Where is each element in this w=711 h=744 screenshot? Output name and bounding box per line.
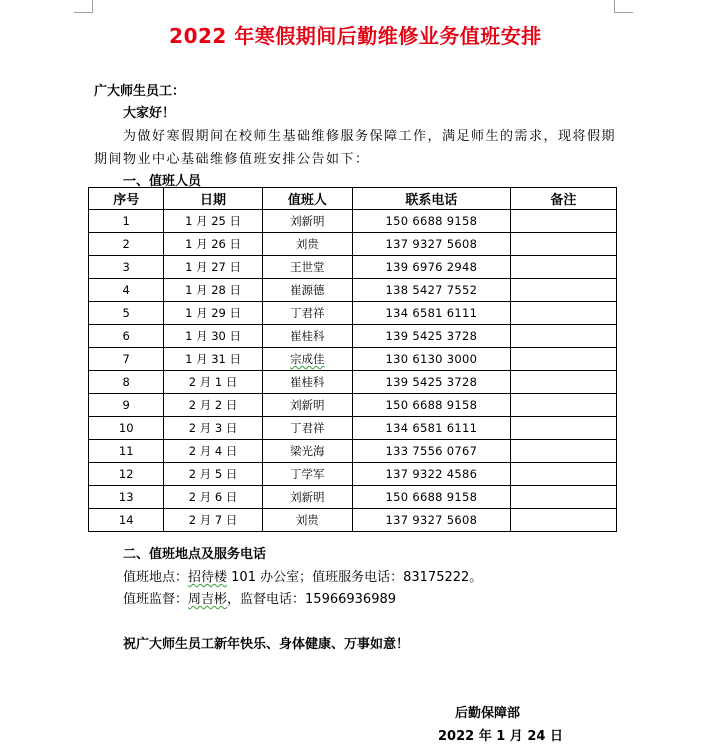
cell-index: 3 xyxy=(89,256,164,279)
cell-index: 6 xyxy=(89,325,164,348)
cell-date: 1 月 29 日 xyxy=(164,302,262,325)
intro-line-1: 为做好寒假期间在校师生基础维修服务保障工作，满足师生的需求，现将假期 xyxy=(123,129,617,144)
cell-phone: 138 5427 7552 xyxy=(352,279,510,302)
location-rest: 101 办公室；值班服务电话：83175222。 xyxy=(227,570,483,585)
table-row xyxy=(89,279,617,302)
cell-date: 1 月 27 日 xyxy=(164,256,262,279)
cell-index: 9 xyxy=(89,394,164,417)
cell-phone: 150 6688 9158 xyxy=(352,394,510,417)
cell-notes xyxy=(510,371,616,394)
cell-phone: 139 5425 3728 xyxy=(352,371,510,394)
cell-notes xyxy=(510,509,616,532)
cell-index: 14 xyxy=(89,509,164,532)
cell-index: 8 xyxy=(89,371,164,394)
supervisor-rest: ，监督电话：15966936989 xyxy=(227,592,397,607)
cell-phone: 139 5425 3728 xyxy=(352,325,510,348)
cell-date: 1 月 28 日 xyxy=(164,279,262,302)
document-title: 2022 年寒假期间后勤维修业务值班安排 xyxy=(169,24,542,48)
cell-date: 2 月 4 日 xyxy=(164,440,262,463)
table-body xyxy=(89,210,617,532)
table-row xyxy=(89,233,617,256)
table-row xyxy=(89,210,617,233)
cell-index: 11 xyxy=(89,440,164,463)
cell-notes xyxy=(510,348,616,371)
header-index: 序号 xyxy=(89,188,164,210)
table-row xyxy=(89,417,617,440)
cell-person: 崔桂科 xyxy=(262,325,352,348)
supervisor-name: 周吉彬 xyxy=(188,592,228,607)
cell-notes xyxy=(510,394,616,417)
cell-person: 刘贵 xyxy=(262,233,352,256)
cell-person: 刘新明 xyxy=(262,210,352,233)
cell-notes xyxy=(510,279,616,302)
cell-notes xyxy=(510,417,616,440)
cell-index: 5 xyxy=(89,302,164,325)
cell-phone: 139 6976 2948 xyxy=(352,256,510,279)
header-date: 日期 xyxy=(164,188,262,210)
cell-notes xyxy=(510,233,616,256)
cell-notes xyxy=(510,325,616,348)
cell-phone: 150 6688 9158 xyxy=(352,486,510,509)
header-notes: 备注 xyxy=(510,188,616,210)
location-prefix: 值班地点： xyxy=(123,570,189,585)
cell-notes xyxy=(510,440,616,463)
cell-date: 2 月 5 日 xyxy=(164,463,262,486)
intro-line-2: 期间物业中心基础维修值班安排公告如下： xyxy=(94,152,370,167)
cell-index: 7 xyxy=(89,348,164,371)
cell-notes xyxy=(510,256,616,279)
cell-person: 刘新明 xyxy=(262,394,352,417)
cell-phone: 130 6130 3000 xyxy=(352,348,510,371)
crop-mark-top-right xyxy=(614,0,633,13)
cell-date: 2 月 3 日 xyxy=(164,417,262,440)
section-2-heading: 二、值班地点及服务电话 xyxy=(123,547,267,562)
header-person: 值班人 xyxy=(262,188,352,210)
cell-phone: 134 6581 6111 xyxy=(352,417,510,440)
cell-phone: 150 6688 9158 xyxy=(352,210,510,233)
cell-phone: 137 9327 5608 xyxy=(352,509,510,532)
supervisor-prefix: 值班监督： xyxy=(123,592,189,607)
cell-person: 梁光海 xyxy=(262,440,352,463)
cell-index: 2 xyxy=(89,233,164,256)
cell-phone: 137 9327 5608 xyxy=(352,233,510,256)
table-row xyxy=(89,486,617,509)
cell-person: 丁君祥 xyxy=(262,302,352,325)
cell-date: 2 月 7 日 xyxy=(164,509,262,532)
table-row xyxy=(89,256,617,279)
cell-date: 1 月 31 日 xyxy=(164,348,262,371)
table-row xyxy=(89,325,617,348)
cell-person: 宗成佳 xyxy=(262,348,352,371)
table-row xyxy=(89,463,617,486)
duty-table xyxy=(88,187,617,532)
cell-date: 2 月 2 日 xyxy=(164,394,262,417)
header-phone: 联系电话 xyxy=(352,188,510,210)
salutation: 大家好！ xyxy=(123,106,176,121)
cell-index: 4 xyxy=(89,279,164,302)
cell-notes xyxy=(510,486,616,509)
cell-person: 刘新明 xyxy=(262,486,352,509)
supervisor-line xyxy=(123,588,396,607)
greeting: 广大师生员工： xyxy=(94,84,186,99)
cell-index: 10 xyxy=(89,417,164,440)
cell-person: 王世堂 xyxy=(262,256,352,279)
table-row xyxy=(89,509,617,532)
signature-department: 后勤保障部 xyxy=(455,706,521,721)
cell-date: 2 月 1 日 xyxy=(164,371,262,394)
crop-mark-top-left xyxy=(74,0,93,13)
table-row xyxy=(89,371,617,394)
section-1-heading: 一、值班人员 xyxy=(123,174,202,189)
duty-location-line xyxy=(123,566,482,585)
cell-phone: 137 9322 4586 xyxy=(352,463,510,486)
cell-person: 崔桂科 xyxy=(262,371,352,394)
table-row xyxy=(89,394,617,417)
cell-person: 刘贵 xyxy=(262,509,352,532)
cell-notes xyxy=(510,463,616,486)
cell-phone: 134 6581 6111 xyxy=(352,302,510,325)
cell-person: 丁君祥 xyxy=(262,417,352,440)
cell-date: 1 月 26 日 xyxy=(164,233,262,256)
cell-person: 崔源德 xyxy=(262,279,352,302)
table-row xyxy=(89,348,617,371)
cell-notes xyxy=(510,210,616,233)
table-header-row xyxy=(89,188,617,210)
table-row xyxy=(89,440,617,463)
new-year-wishes: 祝广大师生员工新年快乐、身体健康、万事如意！ xyxy=(123,637,410,652)
table-row xyxy=(89,302,617,325)
cell-phone: 133 7556 0767 xyxy=(352,440,510,463)
cell-date: 2 月 6 日 xyxy=(164,486,262,509)
cell-index: 13 xyxy=(89,486,164,509)
cell-date: 1 月 30 日 xyxy=(164,325,262,348)
cell-index: 1 xyxy=(89,210,164,233)
cell-date: 1 月 25 日 xyxy=(164,210,262,233)
cell-person: 丁学军 xyxy=(262,463,352,486)
signature-date: 2022 年 1 月 24 日 xyxy=(438,729,563,744)
cell-index: 12 xyxy=(89,463,164,486)
location-building: 招待楼 xyxy=(188,570,228,585)
cell-notes xyxy=(510,302,616,325)
